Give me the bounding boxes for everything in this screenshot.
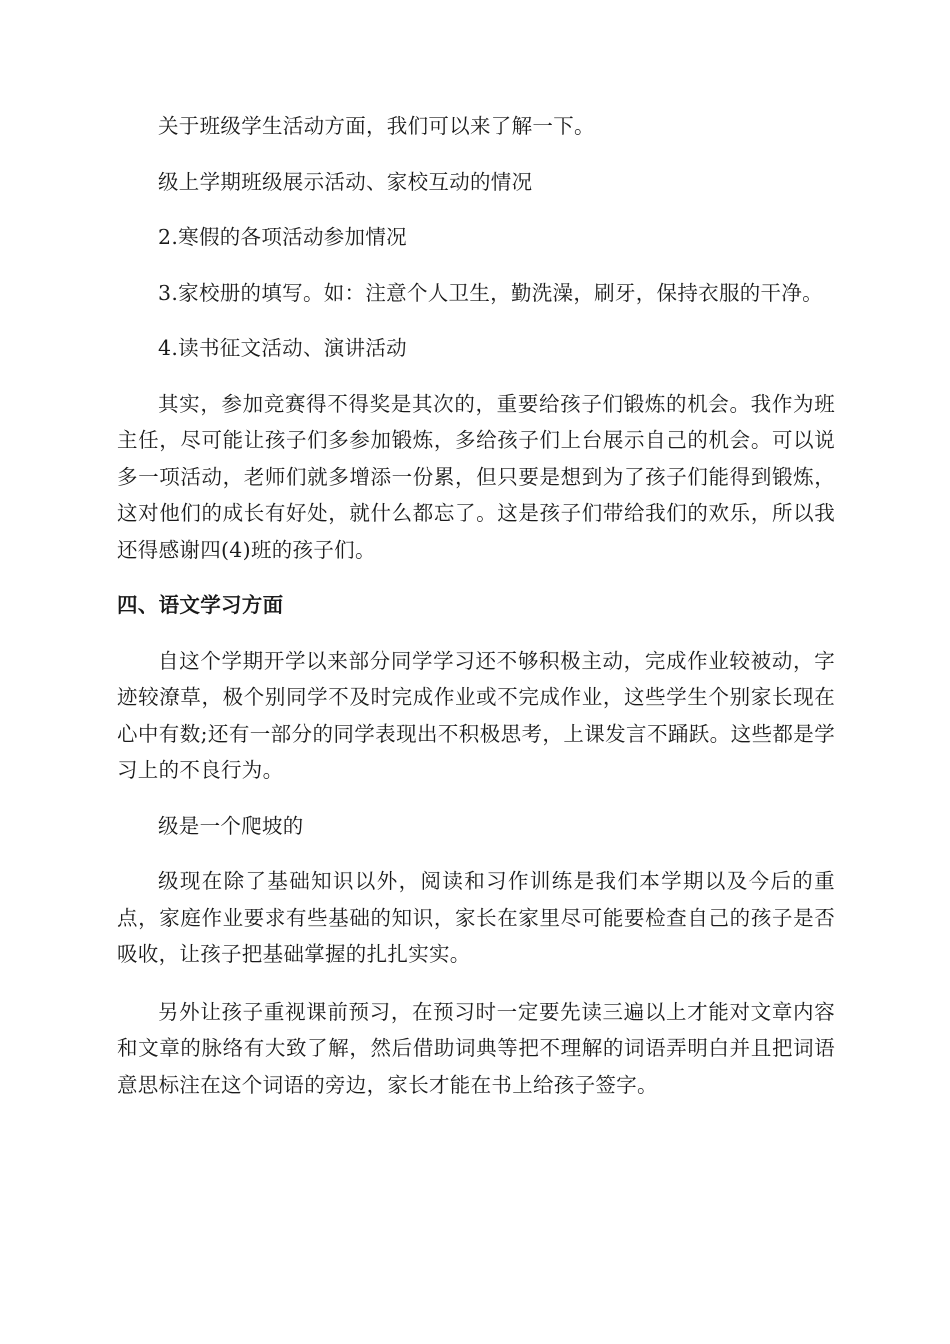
- paragraph-key-points: 级现在除了基础知识以外，阅读和习作训练是我们本学期以及今后的重点，家庭作业要求有些基础的知识，家长在家里尽可能要检查自己的孩子是否吸收，让孩子把基础掌握的扎扎实实。: [117, 869, 835, 966]
- paragraph-grade-climb: 级是一个爬坡的: [158, 813, 304, 838]
- paragraph-competition: 其实，参加竞赛得不得奖是其次的，重要给孩子们锻炼的机会。我作为班主任，尽可能让孩子们多参加锻炼，多给孩子们上台展示自己的机会。可以说多一项活动，老师们就多增添一份累，但只要是想到为了孩子们能得到锻炼，这对他们的成长有好处，就什么都忘了。这是孩子们带给我们的欢乐，所以我还得感谢四(4)班的孩子们。: [117, 391, 835, 562]
- paragraph-preview: 另外让孩子重视课前预习，在预习时一定要先读三遍以上才能对文章内容和文章的脉络有大致了解，然后借助词典等把不理解的词语弄明白并且把词语意思标注在这个词语的旁边，家长才能在书上给孩子签字。: [117, 999, 835, 1097]
- section-heading-chinese-study: 四、语文学习方面: [117, 593, 284, 617]
- paragraph-class-activities-intro: 关于班级学生活动方面，我们可以来了解一下。: [158, 114, 595, 138]
- document-body: [117, 108, 835, 1103]
- paragraph-semester-activities: 级上学期班级展示活动、家校互动的情况: [158, 169, 533, 194]
- paragraph-item-4: 4.读书征文活动、演讲活动: [158, 336, 407, 360]
- paragraph-study-issues: 自这个学期开学以来部分同学学习还不够积极主动，完成作业较被动，字迹较潦草，极个别同学不及时完成作业或不完成作业，这些学生个别家长现在心中有数;还有一部分的同学表现出不积极思考，上课发言不踊跃。这些都是学习上的不良行为。: [117, 648, 835, 782]
- paragraph-item-3: 3.家校册的填写。如：注意个人卫生，勤洗澡，刷牙，保持衣服的干净。: [158, 280, 823, 305]
- paragraph-item-2: 2.寒假的各项活动参加情况: [158, 225, 407, 249]
